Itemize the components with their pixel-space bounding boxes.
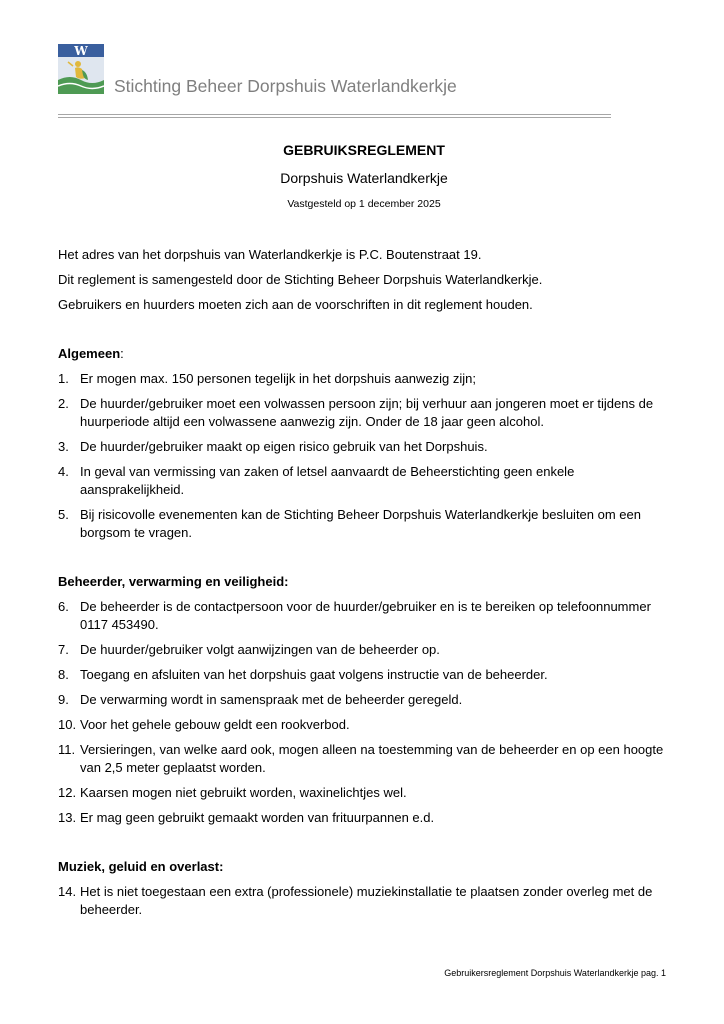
organization-name: Stichting Beheer Dorpshuis Waterlandkerkje xyxy=(114,76,457,96)
waterlandkerkje-crest-icon xyxy=(58,44,104,94)
rule-item xyxy=(58,395,668,431)
rule-number: 14. xyxy=(58,884,77,899)
intro-line: Dit reglement is samengesteld door de Stichting Beheer Dorpshuis Waterlandkerkje. xyxy=(58,272,543,287)
rule-text: Kaarsen mogen niet gebruikt worden, waxinelichtjes wel. xyxy=(80,785,407,800)
section-heading-text: Beheerder, verwarming en veiligheid: xyxy=(58,574,289,589)
rule-number: 4. xyxy=(58,464,69,479)
rules-list-beheerder xyxy=(58,598,668,827)
document-title: GEBRUIKSREGLEMENT xyxy=(283,142,445,158)
organization-logo xyxy=(58,44,104,94)
rule-text: Er mag geen gebruikt gemaakt worden van frituurpannen e.d. xyxy=(80,810,435,825)
rule-number: 5. xyxy=(58,507,69,522)
rule-number: 11. xyxy=(58,742,76,757)
rule-item xyxy=(58,666,668,684)
rule-item xyxy=(58,716,668,734)
rule-number: 8. xyxy=(58,667,69,682)
rule-item xyxy=(58,506,668,542)
crest-letter: W xyxy=(74,44,88,58)
rule-item xyxy=(58,463,668,499)
rule-item xyxy=(58,438,668,456)
document-body xyxy=(58,246,668,926)
rule-text: De beheerder is de contactpersoon voor de huurder/gebruiker en is te bereiken op telefoonnummer 0117 453490. xyxy=(80,599,651,632)
rule-text: Voor het gehele gebouw geldt een rookverbod. xyxy=(80,717,350,732)
rule-item xyxy=(58,641,668,659)
rule-number: 13. xyxy=(58,810,77,825)
document-date: Vastgesteld op 1 december 2025 xyxy=(287,198,441,210)
rule-number: 9. xyxy=(58,692,69,707)
rule-text: De huurder/gebruiker volgt aanwijzingen van de beheerder op. xyxy=(80,642,440,657)
rule-text: Toegang en afsluiten van het dorpshuis gaat volgens instructie van de beheerder. xyxy=(80,667,548,682)
rule-item xyxy=(58,883,668,919)
rule-number: 10. xyxy=(58,717,77,732)
page-footer: Gebruikersreglement Dorpshuis Waterlandkerkje pag. 1 xyxy=(444,968,666,978)
rule-text: Versieringen, van welke aard ook, mogen alleen na toestemming van de beheerder en op een hoogte van 2,5 meter geplaatst worden. xyxy=(80,742,664,775)
intro-paragraphs xyxy=(58,246,668,314)
rule-item xyxy=(58,784,668,802)
header-divider xyxy=(58,114,611,115)
section-heading-text: Muziek, geluid en overlast: xyxy=(58,859,224,874)
rules-list-algemeen xyxy=(58,370,668,542)
rule-item xyxy=(58,598,668,634)
section-heading-beheerder xyxy=(58,573,668,591)
rule-text: Het is niet toegestaan een extra (professionele) muziekinstallatie te plaatsen zonder overleg met de beheerder. xyxy=(80,884,653,917)
rule-number: 12. xyxy=(58,785,77,800)
rule-text: Er mogen max. 150 personen tegelijk in het dorpshuis aanwezig zijn; xyxy=(80,371,477,386)
rule-number: 7. xyxy=(58,642,69,657)
rule-number: 2. xyxy=(58,396,69,411)
rules-list-muziek xyxy=(58,883,668,919)
rule-text: Bij risicovolle evenementen kan de Stichting Beheer Dorpshuis Waterlandkerkje besluiten om een borgsom te vragen. xyxy=(80,507,641,540)
rule-item xyxy=(58,370,668,388)
rule-text: In geval van vermissing van zaken of letsel aanvaardt de Beheerstichting geen enkele aansprakelijkheid. xyxy=(80,464,575,497)
rule-text: De verwarming wordt in samenspraak met de beheerder geregeld. xyxy=(80,692,463,707)
title-block xyxy=(0,142,724,210)
intro-line: Het adres van het dorpshuis van Waterlandkerkje is P.C. Boutenstraat 19. xyxy=(58,247,482,262)
rule-item xyxy=(58,809,668,827)
rule-number: 1. xyxy=(58,371,69,386)
document-subtitle: Dorpshuis Waterlandkerkje xyxy=(280,170,448,186)
header-divider xyxy=(58,117,611,118)
rule-number: 3. xyxy=(58,439,69,454)
rule-text: De huurder/gebruiker maakt op eigen risico gebruik van het Dorpshuis. xyxy=(80,439,488,454)
section-heading-algemeen xyxy=(58,345,668,363)
section-heading-muziek xyxy=(58,858,668,876)
rule-number: 6. xyxy=(58,599,69,614)
rule-item xyxy=(58,691,668,709)
rule-item xyxy=(58,741,668,777)
section-heading-text: Algemeen xyxy=(58,346,121,361)
intro-line: Gebruikers en huurders moeten zich aan de voorschriften in dit reglement houden. xyxy=(58,297,533,312)
section-heading-suffix: : xyxy=(120,346,124,361)
rule-text: De huurder/gebruiker moet een volwassen persoon zijn; bij verhuur aan jongeren moet er tijdens de huurperiode altijd een volwassene aanwezig zijn. Onder de 18 jaar geen alcohol. xyxy=(80,396,654,429)
